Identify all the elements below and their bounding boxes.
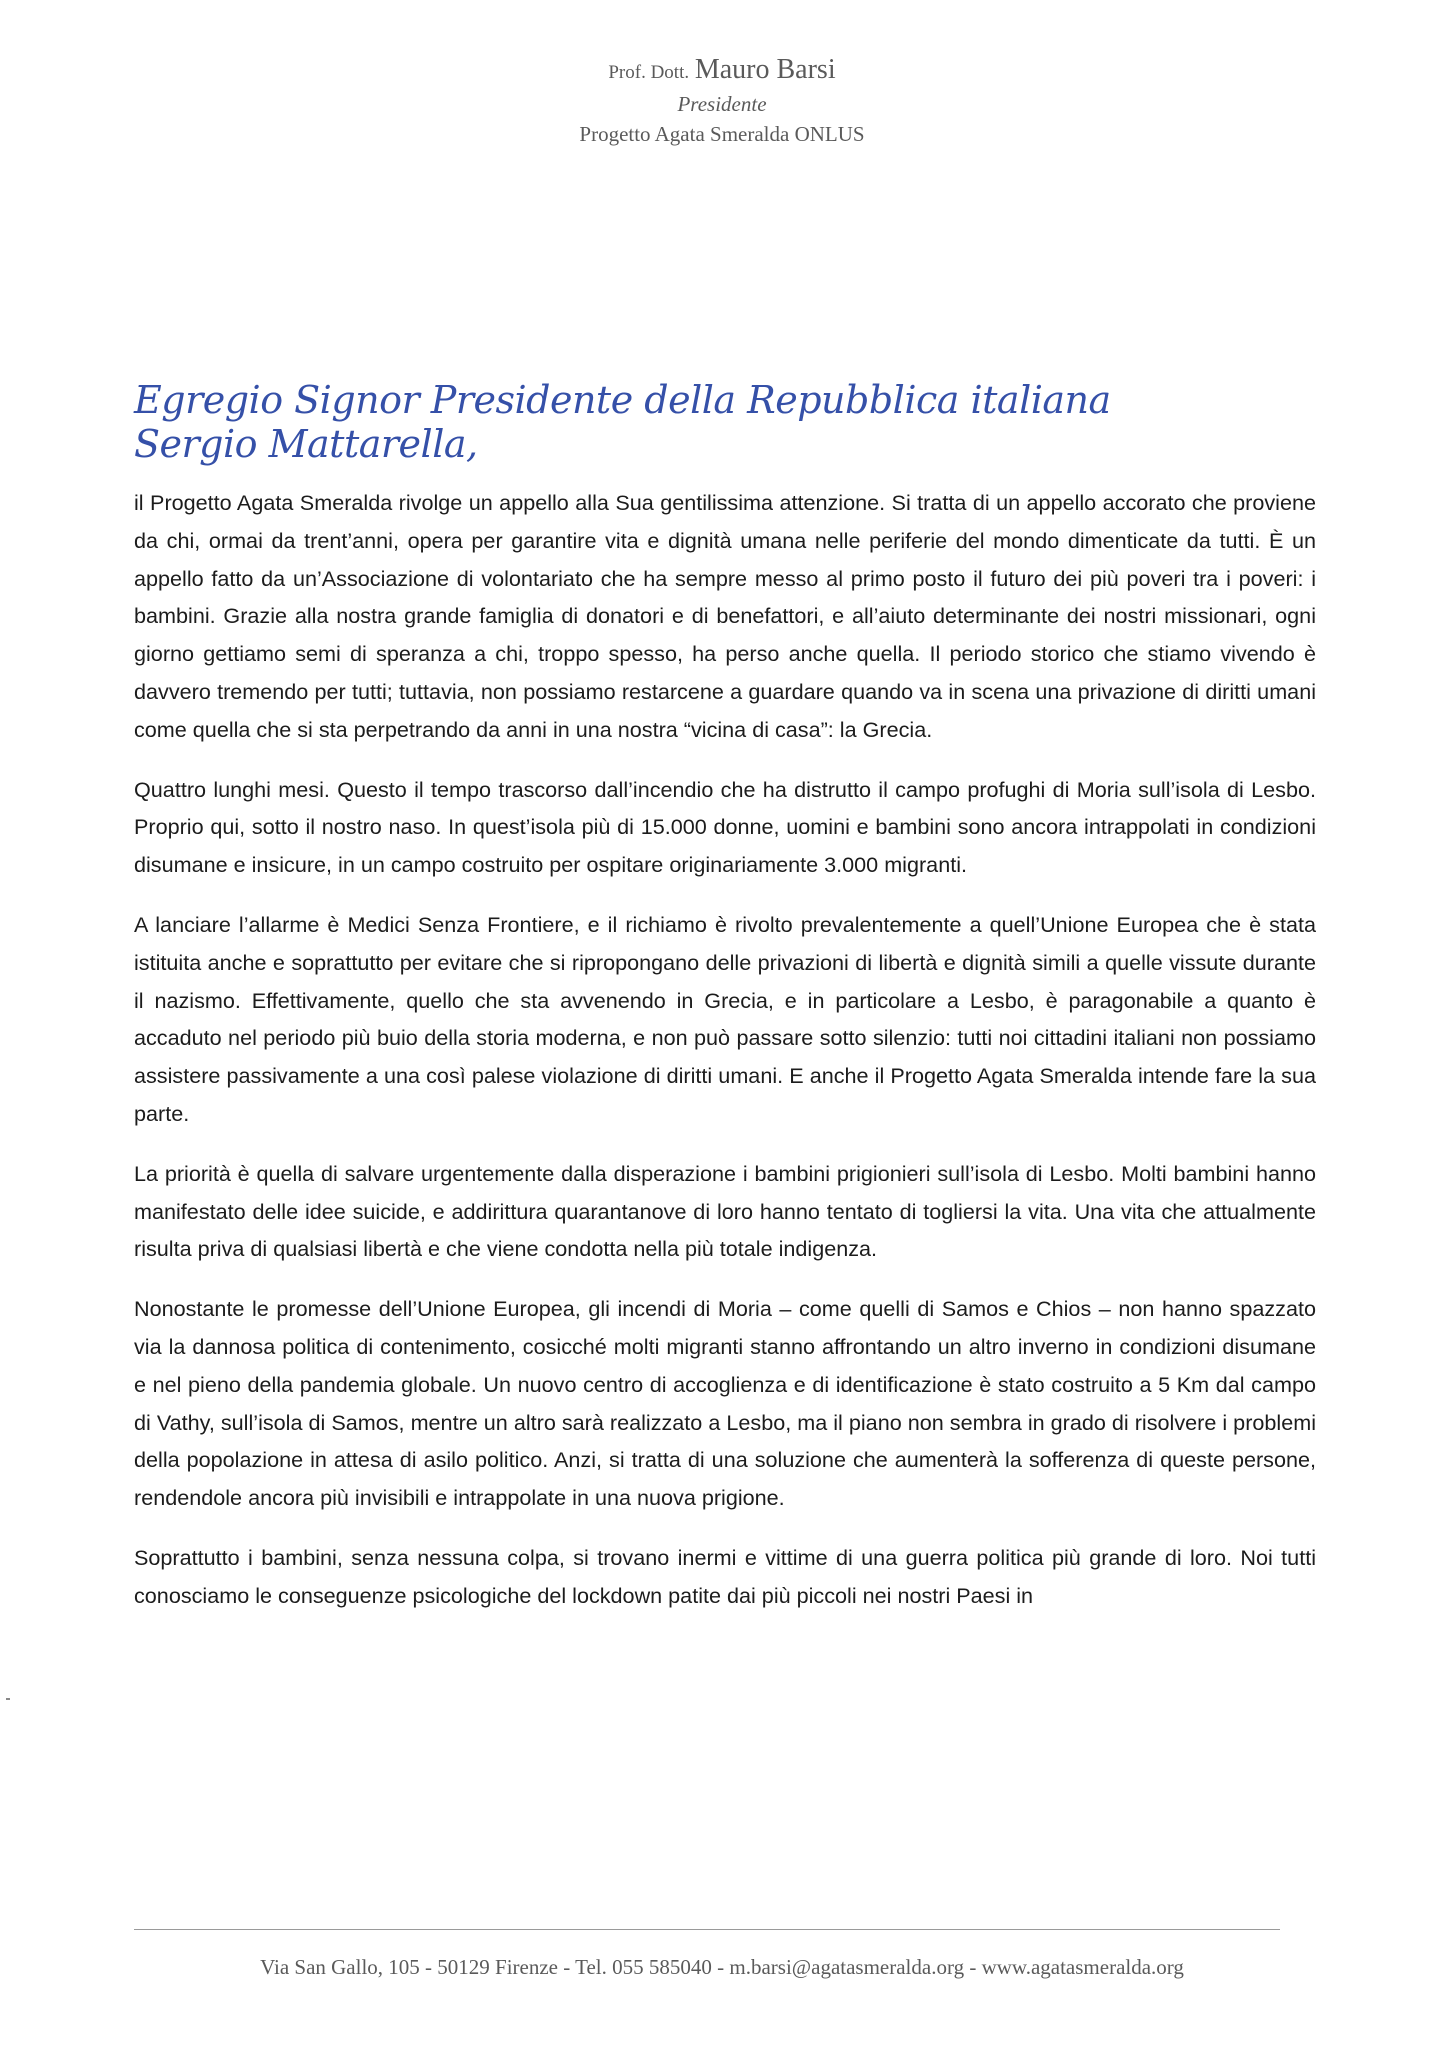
salutation-line-1: Egregio Signor Presidente della Repubblica italiana <box>134 378 1111 422</box>
letter-body <box>134 484 1316 1637</box>
letterhead <box>0 54 1444 149</box>
letterhead-name-line <box>0 54 1444 89</box>
salutation-line-2: Sergio Mattarella, <box>134 422 478 466</box>
body-paragraph: Soprattutto i bambini, senza nessuna colpa, si trovano inermi e vittime di una guerra politica più grande di loro. Noi tutti conosciamo le conseguenze psicologiche del lockdown patite dai più piccoli nei nostri Paesi in <box>134 1544 1316 1608</box>
body-paragraph: La priorità è quella di salvare urgentemente dalla disperazione i bambini prigionieri sull’isola di Lesbo. Molti bambini hanno manifestato delle idee suicide, e addirittura quarantanove di loro hanno tentato di togliersi la vita. Una vita che attualmente risulta priva di qualsiasi libertà e che viene condotta nella più totale indigenza. <box>134 1160 1316 1262</box>
letterhead-role: Presidente <box>677 92 767 116</box>
letterhead-name: Mauro Barsi <box>694 54 836 85</box>
body-paragraph: il Progetto Agata Smeralda rivolge un appello alla Sua gentilissima attenzione. Si tratta di un appello accorato che proviene da chi, ormai da trent’anni, opera per garantire vita e dignità umana nelle periferie del mondo dimenticate da tutti. È un appello fatto da un’Associazione di volontariato che ha sempre messo al primo posto il futuro dei più poveri tra i poveri: i bambini. Grazie alla nostra grande famiglia di donatori e di benefattori, e all’aiuto determinante dei nostri missionari, ogni giorno gettiamo semi di speranza a chi, troppo spesso, ha perso anche quella. Il periodo storico che stiamo vivendo è davvero tremendo per tutti; tuttavia, non possiamo restarcene a guardare quando va in scena una privazione di diritti umani come quella che si sta perpetrando da anni in una nostra “vicina di casa”: la Grecia. <box>134 490 1316 742</box>
body-paragraph: Quattro lunghi mesi. Questo il tempo trascorso dall’incendio che ha distrutto il campo profughi di Moria sull’isola di Lesbo. Proprio qui, sotto il nostro naso. In quest’isola più di 15.000 donne, uomini e bambini sono ancora intrappolati in condizioni disumane e insicure, in un campo costruito per ospitare originariamente 3.000 migranti. <box>134 776 1316 878</box>
letterhead-title: Prof. Dott. <box>608 62 690 83</box>
footer-address: Via San Gallo, 105 - 50129 Firenze - Tel. 055 585040 - m.barsi@agatasmeralda.org - www.agatasmeralda.org <box>260 1955 1184 1979</box>
body-paragraph: Nonostante le promesse dell’Unione Europea, gli incendi di Moria – come quelli di Samos e Chios – non hanno spazzato via la dannosa politica di contenimento, cosicché molti migranti stanno affrontando un altro inverno in condizioni disumane e nel pieno della pandemia globale. Un nuovo centro di accoglienza e di identificazione è stato costruito a 5 Km dal campo di Vathy, sull’isola di Samos, mentre un altro sarà realizzato a Lesbo, ma il piano non sembra in grado di risolvere i problemi della popolazione in attesa di asilo politico. Anzi, si tratta di una soluzione che aumenterà la sofferenza di queste persone, rendendole ancora più invisibili e intrappolate in una nuova prigione. <box>134 1296 1316 1511</box>
body-paragraph: A lanciare l’allarme è Medici Senza Frontiere, e il richiamo è rivolto prevalentemente a quell’Unione Europea che è stata istituita anche e soprattutto per evitare che si ripropongano delle privazioni di libertà e dignità simili a quelle vissute durante il nazismo. Effettivamente, quello che sta avvenendo in Grecia, e in particolare a Lesbo, è paragonabile a quanto è accaduto nel periodo più buio della storia moderna, e non può passare sotto silenzio: tutti noi cittadini italiani non possiamo assistere passivamente a una così palese violazione di diritti umani. E anche il Progetto Agata Smeralda intende fare la sua parte. <box>134 911 1316 1126</box>
letterhead-organization: Progetto Agata Smeralda ONLUS <box>579 122 865 146</box>
footer-divider <box>134 1929 1280 1930</box>
handwritten-salutation <box>134 378 1294 466</box>
margin-mark <box>6 1698 10 1700</box>
